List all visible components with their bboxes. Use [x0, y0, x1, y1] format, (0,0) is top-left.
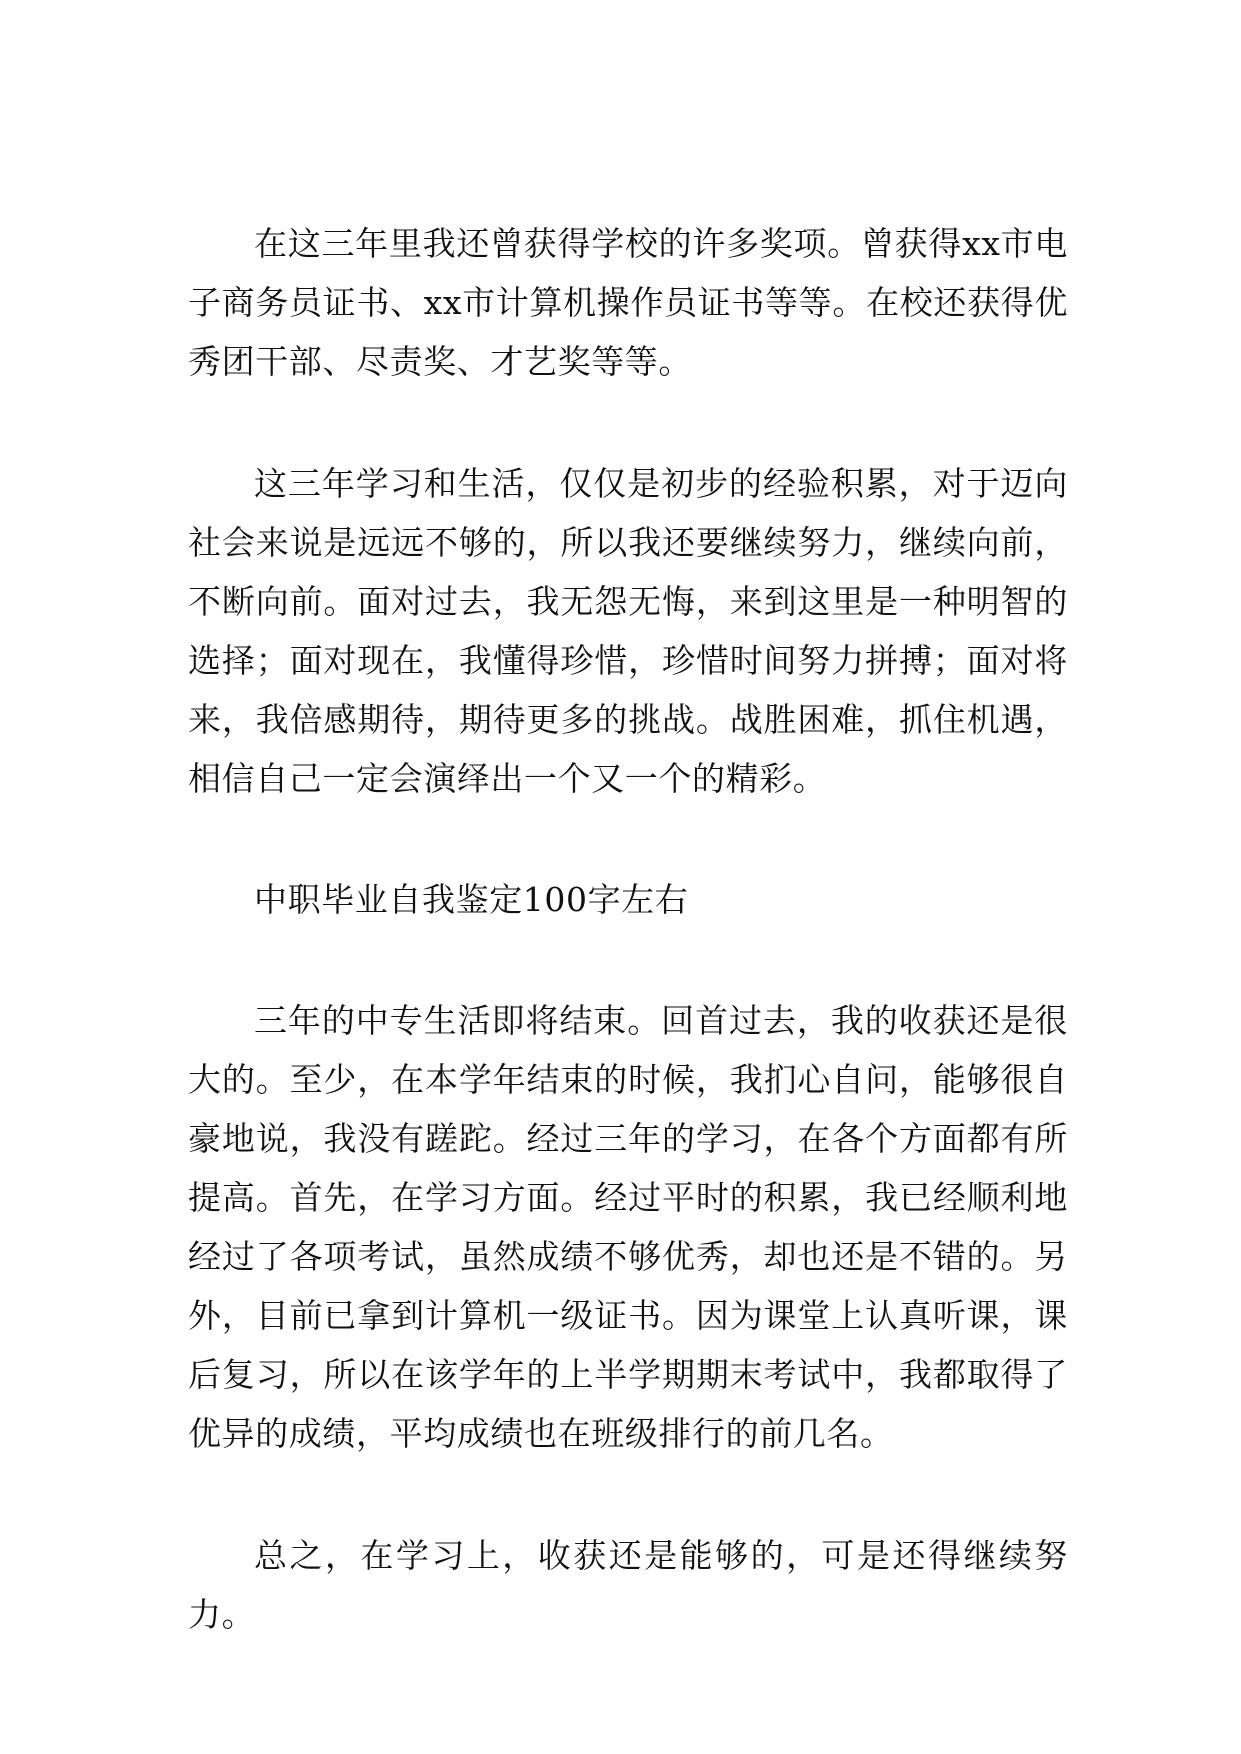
paragraph-awards: 在这三年里我还曾获得学校的许多奖项。曾获得xx市电子商务员证书、xx市计算机操作员证书等等。在校还获得优秀团干部、尽责奖、才艺奖等等。: [188, 224, 1068, 381]
section-heading: 中职毕业自我鉴定100字左右: [254, 880, 689, 919]
document-body: [188, 214, 1068, 1644]
paragraph-study: 三年的中专生活即将结束。回首过去，我的收获还是很大的。至少，在本学年结束的时候，我扪心自问，能够很自豪地说，我没有蹉跎。经过三年的学习，在各个方面都有所提高。首先，在学习方面。经过平时的积累，我已经顺利地经过了各项考试，虽然成绩不够优秀，却也还是不错的。另外，目前已拿到计算机一级证书。因为课堂上认真听课，课后复习，所以在该学年的上半学期期末考试中，我都取得了优异的成绩，平均成绩也在班级排行的前几名。: [188, 1001, 1068, 1453]
paragraph-summary: 总之，在学习上，收获还是能够的，可是还得继续努力。: [188, 1536, 1068, 1634]
paragraph-reflection: 这三年学习和生活，仅仅是初步的经验积累，对于迈向社会来说是远远不够的，所以我还要继续努力，继续向前，不断向前。面对过去，我无怨无悔，来到这里是一种明智的选择；面对现在，我懂得珍惜，珍惜时间努力拼搏；面对将来，我倍感期待，期待更多的挑战。战胜困难，抓住机遇，相信自己一定会演绎出一个又一个的精彩。: [188, 464, 1068, 798]
